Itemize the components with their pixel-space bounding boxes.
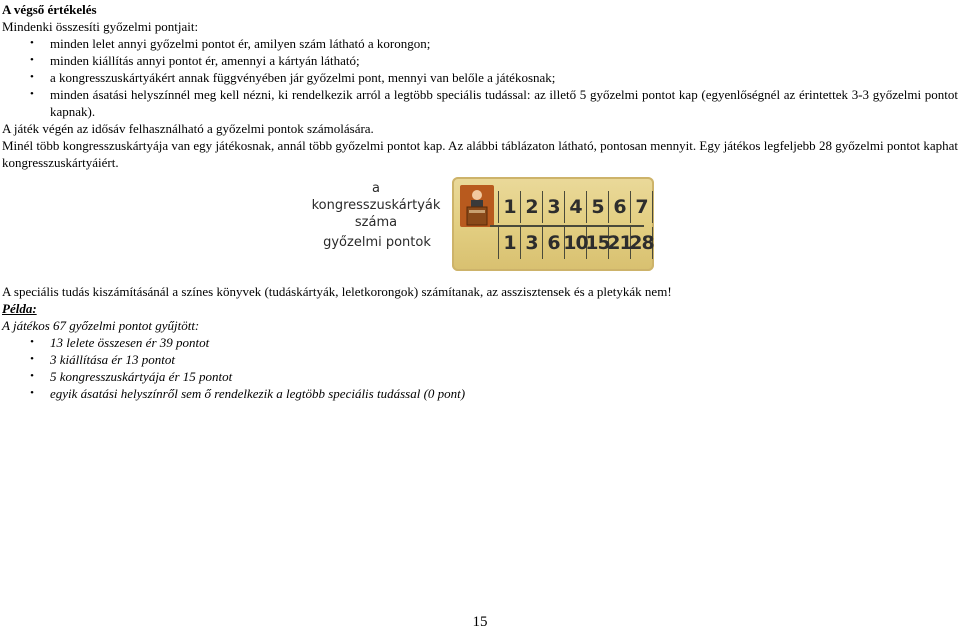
scoring-list [2, 35, 958, 120]
example-label: Példa: [2, 301, 37, 316]
example-list [2, 334, 958, 402]
card-count-row [498, 191, 653, 223]
victory-points-cell: 10 [565, 227, 587, 259]
list-item: • minden kiállítás annyi pontot ér, amennyi a kártyán látható; [2, 52, 958, 69]
card-count-cell: 6 [609, 191, 631, 223]
list-item: • a kongresszuskártyákért annak függvényében jár győzelmi pont, mennyi van belőle a játékosnak; [2, 69, 958, 86]
figure-labels [302, 177, 452, 279]
victory-points-label: győzelmi pontok [323, 235, 431, 250]
card-count-label: a kongresszuskártyák száma [311, 181, 441, 230]
points-table [498, 191, 654, 263]
victory-points-cell: 1 [498, 227, 521, 259]
example-intro: A játékos 67 győzelmi pontot gyűjtött: [2, 318, 200, 333]
card-count-cell: 1 [498, 191, 521, 223]
list-item: • 13 lelete összesen ér 39 pontot [2, 334, 958, 351]
victory-points-cell: 28 [631, 227, 653, 259]
list-item: • minden lelet annyi győzelmi pontot ér, amilyen szám látható a korongon; [2, 35, 958, 52]
time-track-note: A játék végén az idősáv felhasználható a győzelmi pontok számolására. [2, 121, 374, 136]
congress-paragraph: Minél több kongresszuskártyája van egy játékosnak, annál több győzelmi pontot kap. Az alábbi táblázaton látható, pontosan mennyit. Egy játékos legfeljebb 28 győzelmi pontot kaphat kongresszuskártyáiért. [2, 138, 958, 170]
page-number: 15 [472, 614, 488, 630]
congress-points-figure [2, 177, 958, 279]
card-count-cell: 4 [565, 191, 587, 223]
card-count-cell: 3 [543, 191, 565, 223]
victory-points-cell: 15 [587, 227, 609, 259]
document-page [2, 0, 958, 402]
list-item: • minden ásatási helyszínnél meg kell nézni, ki rendelkezik arról a legtöbb speciális tudással: az illető 5 győzelmi pontot kap (egyenlőségnél az érintettek 3-3 győzelmi pontot kapnak). [2, 86, 958, 120]
card-count-cell: 7 [631, 191, 653, 223]
list-item: • egyik ásatási helyszínről sem ő rendelkezik a legtöbb speciális tudással (0 pont) [2, 385, 958, 402]
card-count-cell: 5 [587, 191, 609, 223]
victory-points-row [498, 227, 653, 259]
intro-text: Mindenki összesíti győzelmi pontjait: [2, 19, 199, 34]
victory-points-cell: 21 [609, 227, 631, 259]
special-knowledge-note: A speciális tudás kiszámításánál a színes könyvek (tudáskártyák, leletkorongok) számítanak, az asszisztensek és a pletykák nem! [2, 284, 672, 299]
victory-points-cell: 3 [521, 227, 543, 259]
congress-points-card [452, 177, 654, 271]
section-heading: A végső értékelés [2, 2, 97, 17]
card-count-cell: 2 [521, 191, 543, 223]
list-item: • 3 kiállítása ér 13 pontot [2, 351, 958, 368]
lectern-speaker-icon [460, 185, 494, 227]
victory-points-cell: 6 [543, 227, 565, 259]
list-item: • 5 kongresszuskártyája ér 15 pontot [2, 368, 958, 385]
